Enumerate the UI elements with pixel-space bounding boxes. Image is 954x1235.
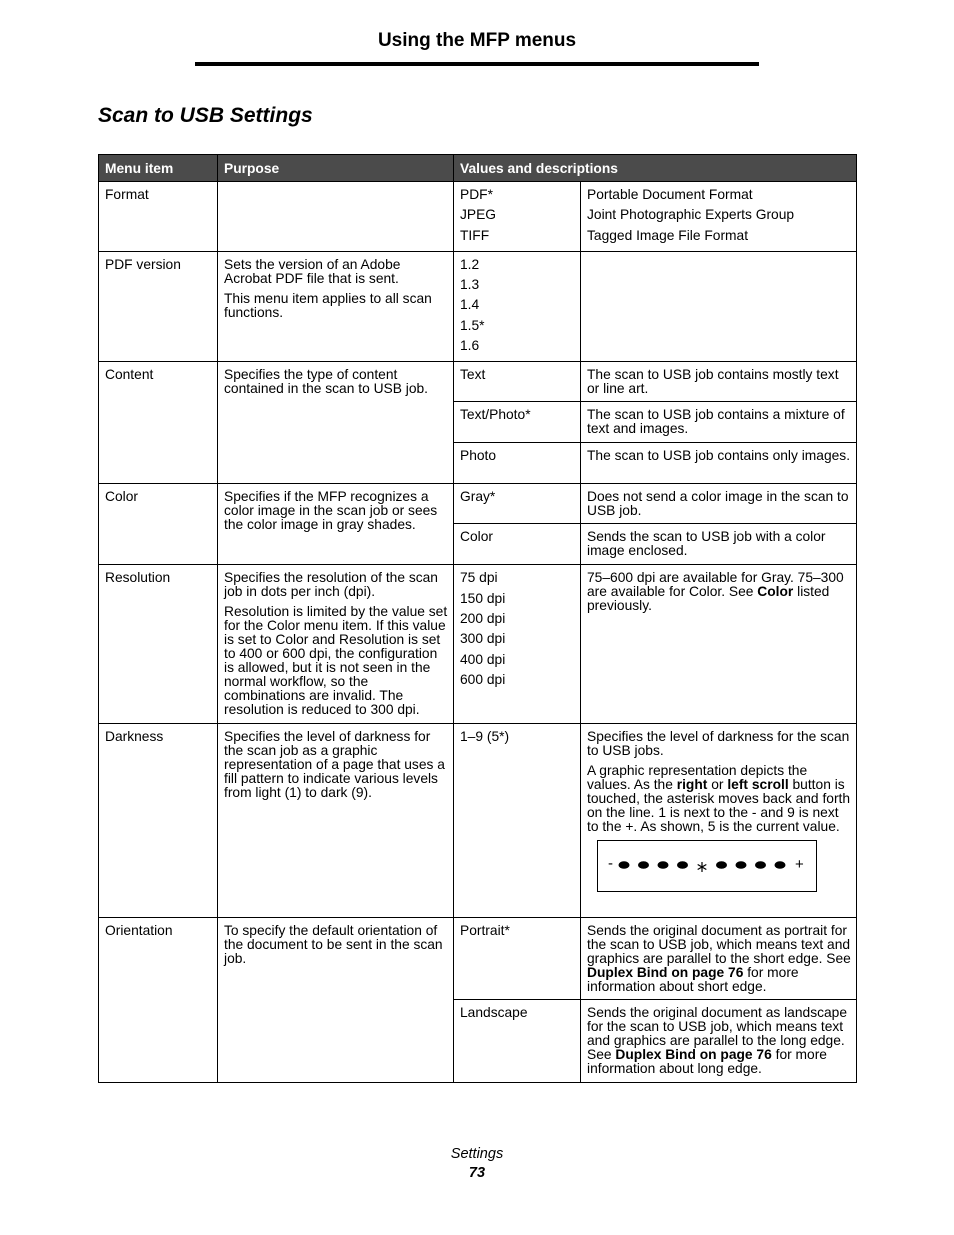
description-cell bbox=[581, 565, 857, 724]
description-cell: The scan to USB job contains a mixture of text and images. bbox=[581, 402, 857, 443]
menu-item-cell: PDF version bbox=[99, 251, 218, 361]
purpose-text: Sets the version of an Adobe Acrobat PDF file that is sent. bbox=[224, 256, 401, 286]
table-row bbox=[99, 918, 857, 1000]
table-row bbox=[99, 724, 857, 918]
gauge-minus-label: - bbox=[608, 855, 613, 873]
purpose-cell bbox=[218, 182, 454, 252]
table-header-row bbox=[99, 155, 857, 182]
menu-item-cell: Content bbox=[99, 362, 218, 484]
description-cell: Sends the original document as portrait for the scan to USB job, which means text and graphics are parallel to the short edge. See Duplex Bind on page 76 for more information about short edge. bbox=[581, 918, 857, 1000]
description-cell bbox=[581, 724, 857, 918]
value-text: 1.3 bbox=[460, 277, 480, 293]
gauge-dot bbox=[775, 862, 786, 870]
description-text: Specifies the level of darkness for the scan to USB jobs. bbox=[587, 729, 850, 759]
value-text: 1.5* bbox=[460, 317, 485, 333]
purpose-cell: To specify the default orientation of the document to be sent in the scan job. bbox=[218, 918, 454, 1083]
menu-item-cell: Orientation bbox=[99, 918, 218, 1083]
table-row bbox=[99, 565, 857, 724]
value-text: 200 dpi bbox=[460, 610, 506, 626]
table-row bbox=[99, 362, 857, 402]
value-text: 1.2 bbox=[460, 256, 480, 272]
footer-section-label: Settings bbox=[450, 1146, 504, 1162]
header-menu-item: Menu item bbox=[99, 155, 218, 182]
values-cell: Text bbox=[454, 362, 581, 402]
header-rule bbox=[195, 62, 759, 66]
settings-table bbox=[98, 154, 857, 1083]
values-cell: Photo bbox=[454, 443, 581, 484]
menu-item-cell: Resolution bbox=[99, 565, 218, 724]
values-cell: Portrait* bbox=[454, 918, 581, 1000]
values-cell: Color bbox=[454, 524, 581, 565]
value-text: JPEG bbox=[460, 207, 497, 223]
value-text: 150 dpi bbox=[460, 590, 506, 606]
purpose-text: This menu item applies to all scan functions. bbox=[224, 290, 432, 320]
purpose-text: Resolution is limited by the value set for the Color menu item. If this value is set to Color and Resolution is set to 400 or 600 dpi, the configuration is allowed, but it is not seen in the normal workflow, so the combinations are invalid. The resolution is reduced to 300 dpi. bbox=[224, 604, 448, 718]
gauge-dot bbox=[736, 862, 747, 870]
values-cell: Text/Photo* bbox=[454, 402, 581, 443]
purpose-cell bbox=[218, 565, 454, 724]
table-row bbox=[99, 484, 857, 524]
header-purpose: Purpose bbox=[218, 155, 454, 182]
description-cell: Does not send a color image in the scan to USB job. bbox=[581, 484, 857, 524]
description-cell: Sends the original document as landscape for the scan to USB job, which means text and graphics are parallel to the long edge. See Duplex Bind on page 76 for more information about long edge. bbox=[581, 1000, 857, 1083]
purpose-text: Specifies the resolution of the scan job in dots per inch (dpi). bbox=[224, 570, 438, 600]
menu-item-cell: Color bbox=[99, 484, 218, 565]
values-cell: Gray* bbox=[454, 484, 581, 524]
purpose-cell: Specifies the type of content contained in the scan to USB job. bbox=[218, 362, 454, 484]
value-text: 600 dpi bbox=[460, 671, 506, 687]
description-text: Tagged Image File Format bbox=[587, 227, 749, 243]
page-header-title: Using the MFP menus bbox=[377, 30, 577, 51]
values-cell bbox=[454, 182, 581, 252]
value-text: PDF* bbox=[460, 187, 493, 202]
description-cell bbox=[581, 182, 857, 252]
table-row bbox=[99, 251, 857, 361]
darkness-gauge bbox=[597, 840, 817, 892]
description-cell: The scan to USB job contains only images. bbox=[581, 443, 857, 484]
footer-page-number: 73 bbox=[468, 1165, 486, 1181]
gauge-dot bbox=[716, 862, 727, 870]
menu-item-cell: Darkness bbox=[99, 724, 218, 918]
values-cell bbox=[454, 565, 581, 724]
description-bold: Color bbox=[757, 584, 794, 600]
gauge-dot bbox=[658, 862, 669, 870]
values-cell: 1–9 (5*) bbox=[454, 724, 581, 918]
table-row bbox=[99, 182, 857, 252]
description-cell: The scan to USB job contains mostly text or line art. bbox=[581, 362, 857, 402]
value-text: 1.6 bbox=[460, 338, 480, 354]
description-cell bbox=[581, 251, 857, 361]
description-text: Portable Document Format bbox=[587, 187, 753, 202]
value-text: 400 dpi bbox=[460, 651, 506, 667]
purpose-cell bbox=[218, 251, 454, 361]
purpose-cell: Specifies if the MFP recognizes a color image in the scan job or sees the color image in gray shades. bbox=[218, 484, 454, 565]
description-text: 75–600 dpi are available for Gray. 75–300 are available for Color. See bbox=[587, 570, 844, 600]
value-text: 300 dpi bbox=[460, 631, 506, 647]
purpose-cell: Specifies the level of darkness for the scan job as a graphic representation of a page that uses a fill pattern to indicate various levels from light (1) to dark (9). bbox=[218, 724, 454, 918]
header-values: Values and descriptions bbox=[454, 155, 857, 182]
value-text: TIFF bbox=[460, 227, 490, 243]
section-title: Scan to USB Settings bbox=[98, 104, 313, 127]
darkness-gauge-graphic bbox=[598, 841, 816, 891]
description-text: Joint Photographic Experts Group bbox=[587, 207, 795, 223]
description-cell: Sends the scan to USB job with a color image enclosed. bbox=[581, 524, 857, 565]
gauge-dot bbox=[638, 862, 649, 870]
values-cell bbox=[454, 251, 581, 361]
values-cell: Landscape bbox=[454, 1000, 581, 1083]
cross-reference: Duplex Bind on page 76 bbox=[615, 1047, 772, 1063]
gauge-dot bbox=[677, 862, 688, 870]
value-text: 75 dpi bbox=[460, 570, 498, 586]
menu-item-cell: Format bbox=[99, 182, 218, 252]
description-text: listed previously. bbox=[587, 584, 830, 614]
description-text: A graphic representation depicts the values. As the right or left scroll button is touched, the asterisk moves back and forth on the line. 1 is next to the - and 9 is next to the +. As shown, 5 is the current value. bbox=[587, 763, 851, 835]
value-text: 1.4 bbox=[460, 297, 480, 313]
gauge-current-asterisk bbox=[698, 862, 707, 872]
cross-reference: Duplex Bind on page 76 bbox=[587, 965, 744, 981]
gauge-plus-label: + bbox=[795, 856, 804, 874]
gauge-dot bbox=[755, 862, 766, 870]
gauge-dot bbox=[619, 862, 630, 870]
